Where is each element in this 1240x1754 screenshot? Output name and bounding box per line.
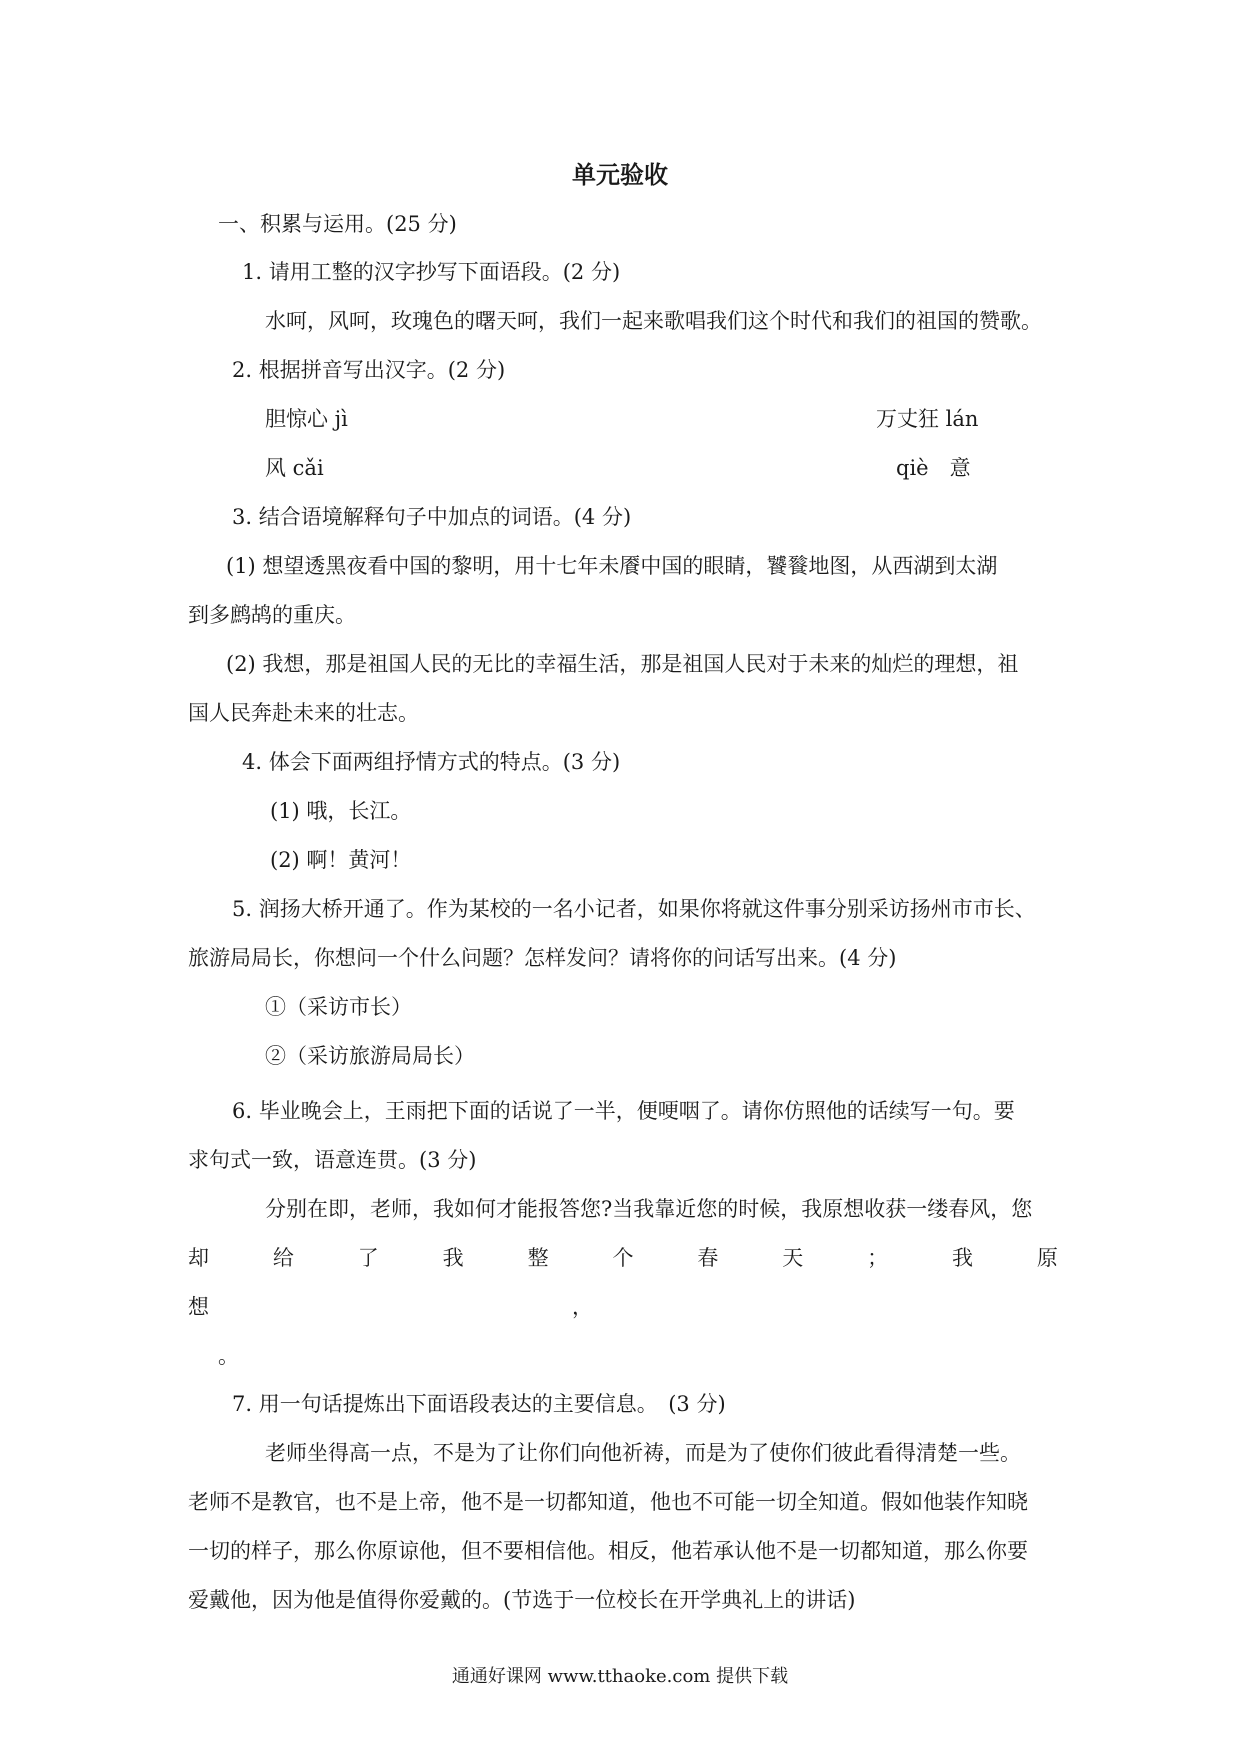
question-7-stem: 7. 用一句话提炼出下面语段表达的主要信息。 (3 分)	[232, 1392, 726, 1416]
page-footer: 通通好课网 www.tthaoke.com 提供下载	[451, 1666, 789, 1687]
spread-char: ；	[867, 1246, 889, 1270]
question-7-paragraph-line-4: 爱戴他，因为他是值得你爱戴的。(节选于一位校长在开学典礼上的讲话)	[188, 1588, 856, 1612]
question-6-stem-cont: 求句式一致，语意连贯。(3 分)	[188, 1148, 477, 1172]
question-5-stem-cont: 旅游局局长，你想问一个什么问题？怎样发问？请将你的问话写出来。(4 分)	[188, 946, 897, 970]
question-3-sentence-2-cont: 国人民奔赴未来的壮志。	[188, 701, 419, 725]
question-6-text: 分别在即，老师，我如何才能报答您?当我靠近您的时候，我原想收获一缕春风，您	[265, 1197, 1033, 1221]
spread-char: 天	[782, 1246, 804, 1270]
question-5-stem: 5. 润扬大桥开通了。作为某校的一名小记者，如果你将就这件事分别采访扬州市市长、	[232, 897, 1036, 921]
question-5-answer-2: ②（采访旅游局局长）	[265, 1044, 475, 1068]
question-2-stem: 2. 根据拼音写出汉字。(2 分)	[232, 358, 506, 382]
question-6-blank-start: 想	[188, 1295, 209, 1319]
pinyin-item-2: 万丈狂 lán	[876, 407, 979, 431]
question-3-sentence-2: (2) 我想，那是祖国人民的无比的幸福生活，那是祖国人民对于未来的灿烂的理想，祖	[226, 652, 1019, 676]
spread-char: 我	[442, 1246, 464, 1270]
question-7-paragraph-line-3: 一切的样子，那么你原谅他，但不要相信他。相反，他若承认他不是一切都知道，那么你要	[188, 1539, 1028, 1563]
question-6-blank-period: 。	[218, 1344, 239, 1368]
question-1-stem: 1. 请用工整的汉字抄写下面语段。(2 分)	[242, 260, 621, 284]
pinyin-item-4: qiè 意	[896, 456, 971, 480]
pinyin-item-3: 风 cǎi	[265, 456, 324, 480]
question-6-blank-comma: ，	[572, 1295, 593, 1319]
question-7-paragraph-line-2: 老师不是教官，也不是上帝，他不是一切都知道，他也不可能一切全知道。假如他装作知晓	[188, 1490, 1028, 1514]
question-6-spread-line	[188, 1244, 1058, 1272]
question-4-item-1: (1) 哦，长江。	[270, 799, 412, 823]
pinyin-item-1: 胆惊心 jì	[265, 407, 348, 431]
spread-char: 却	[188, 1246, 209, 1270]
spread-char: 个	[612, 1246, 634, 1270]
question-1-text: 水呵，风呵，玫瑰色的曙天呵，我们一起来歌唱我们这个时代和我们的祖国的赞歌。	[265, 309, 1042, 333]
spread-char: 了	[357, 1246, 379, 1270]
spread-char: 原	[1036, 1246, 1058, 1270]
question-4-stem: 4. 体会下面两组抒情方式的特点。(3 分)	[242, 750, 621, 774]
question-4-item-2: (2) 啊！黄河！	[270, 848, 412, 872]
spread-char: 我	[952, 1246, 974, 1270]
question-3-sentence-1: (1) 想望透黑夜看中国的黎明，用十七年未餍中国的眼睛，饕餮地图，从西湖到太湖	[226, 554, 998, 578]
spread-char: 春	[697, 1246, 719, 1270]
spread-char: 给	[272, 1246, 294, 1270]
question-3-sentence-1-cont: 到多鹧鸪的重庆。	[188, 603, 356, 627]
question-3-stem: 3. 结合语境解释句子中加点的词语。(4 分)	[232, 505, 632, 529]
question-7-paragraph-line-1: 老师坐得高一点，不是为了让你们向他祈祷，而是为了使你们彼此看得清楚一些。	[265, 1441, 1021, 1465]
section-heading: 一、积累与运用。(25 分)	[218, 212, 457, 236]
question-5-answer-1: ①（采访市长）	[265, 995, 412, 1019]
page-title: 单元验收	[572, 160, 668, 189]
spread-char: 整	[527, 1246, 549, 1270]
question-6-stem: 6. 毕业晚会上，王雨把下面的话说了一半，便哽咽了。请你仿照他的话续写一句。要	[232, 1099, 1015, 1123]
